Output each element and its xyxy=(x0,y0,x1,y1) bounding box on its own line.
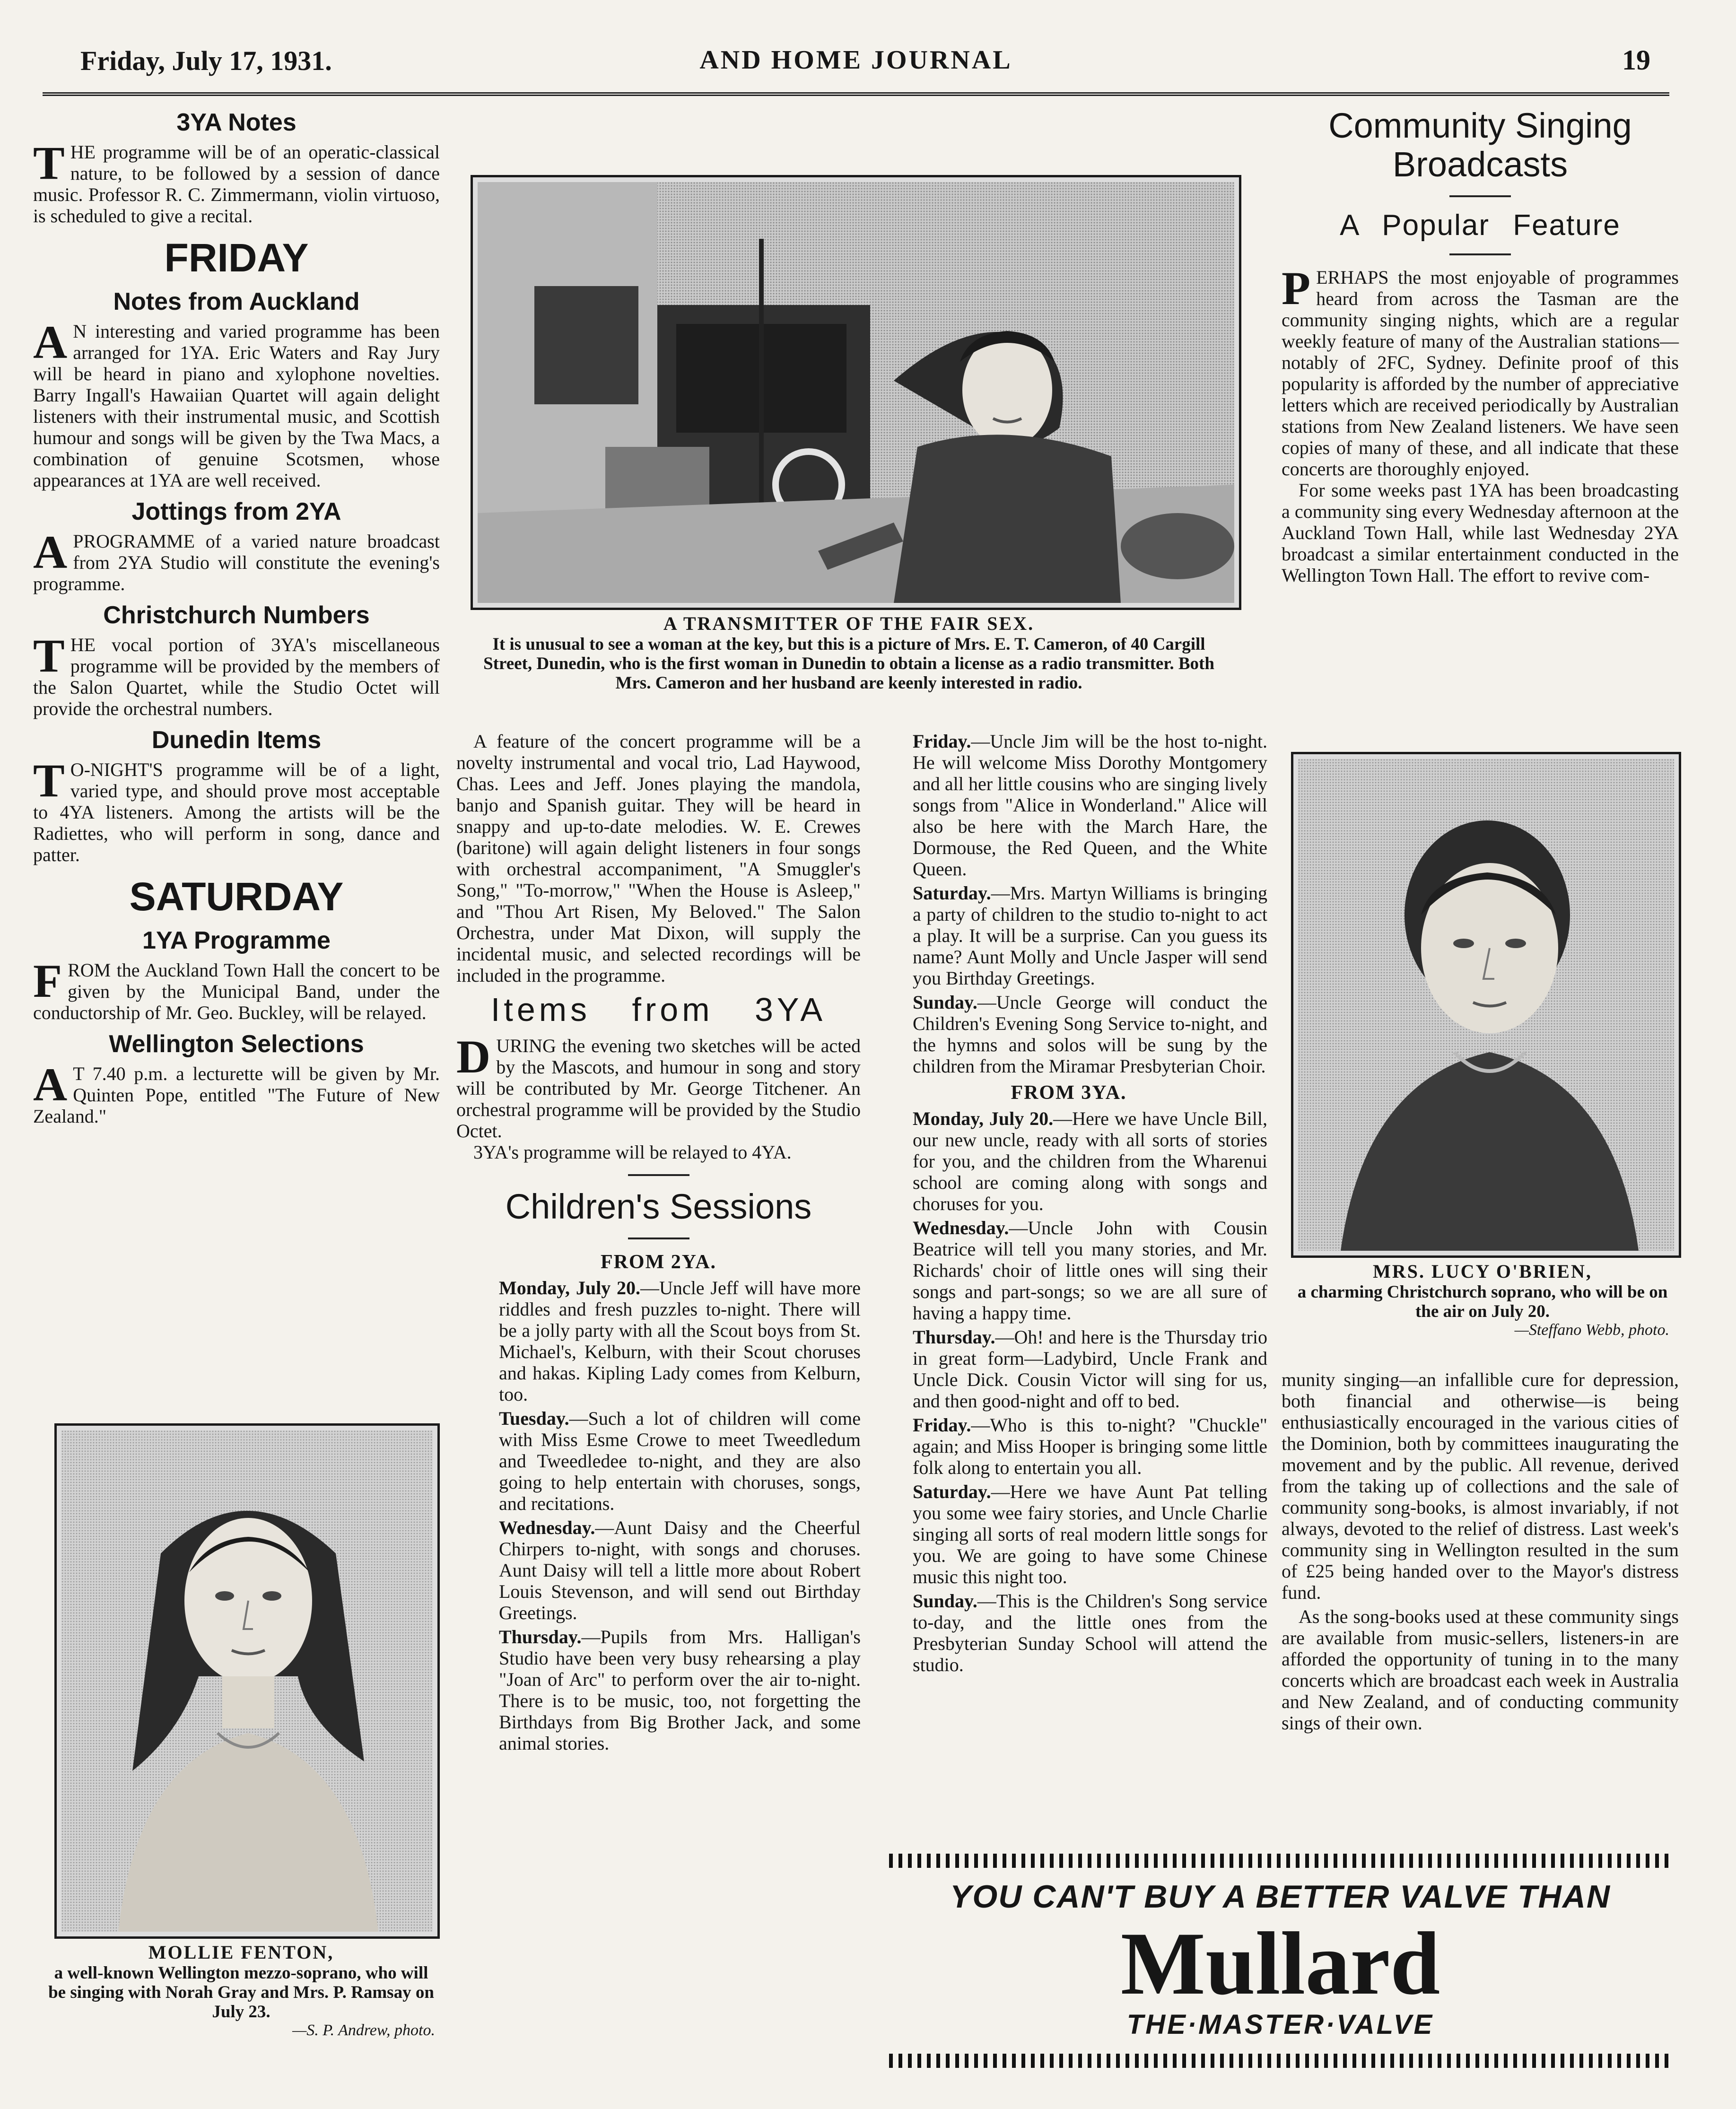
article-notes-auckland xyxy=(33,316,440,491)
portrait-illustration xyxy=(61,1430,433,1932)
divider xyxy=(1449,253,1511,255)
photo-lucy-obrien xyxy=(1291,752,1681,1258)
entry-day: Saturday. xyxy=(913,882,991,904)
entry-text: —Mrs. Martyn Williams is bringing a party of children to the studio to-night to act a play. It will be a surprise. Can you guess its name? Aunt Molly and Uncle Jasper will send you Birthday Greetings. xyxy=(913,882,1267,989)
entry-day: Wednesday. xyxy=(499,1517,595,1538)
dropcap: D xyxy=(456,1030,491,1083)
caption-name: MRS. LUCY O'BRIEN, xyxy=(1373,1261,1592,1282)
caption-transmitter xyxy=(468,612,1230,693)
article-1ya-programme xyxy=(33,955,440,1023)
portrait-illustration xyxy=(1298,759,1674,1251)
dropcap: T xyxy=(33,754,65,807)
article-3ya-notes xyxy=(33,137,440,227)
caption-lucy-obrien xyxy=(1296,1260,1669,1339)
transmitter-illustration xyxy=(478,182,1234,603)
entry-text: —Oh! and here is the Thursday trio in great form—Ladybird, Uncle Frank and Uncle Dick. Cousin Victor will sing for us, and then good-night and off to bed. xyxy=(913,1326,1267,1412)
article-text: O-NIGHT'S programme will be of a light, varied type, and should prove most acceptable to 4YA listeners. Among the artists will be the Radiettes, who will perform in song, dance and patter. xyxy=(33,759,440,865)
schedule-entry xyxy=(870,882,1267,989)
entry-text: —Pupils from Mrs. Halligan's Studio have been very busy rehearsing a play "Joan of Arc" to perform over the air to-night. There is to be music, too, not forgetting the Birthdays from Big Brother Jack, and some animal stories. xyxy=(499,1626,861,1754)
journal-title: AND HOME JOURNAL xyxy=(699,45,1012,75)
schedule-entry xyxy=(456,1626,861,1754)
caption-mollie-fenton xyxy=(47,1941,435,2039)
ad-tagline: THE·MASTER·VALVE xyxy=(1126,2009,1434,2040)
heading-items-3ya: Items from 3YA xyxy=(490,991,827,1028)
schedule-entry xyxy=(870,731,1267,880)
entry-day: Friday. xyxy=(913,1414,971,1436)
column-2 xyxy=(456,731,861,1757)
article-text: N interesting and varied programme has been arranged for 1YA. Eric Waters and Ray Jury will be heard in piano and xylophone novelties. Barry Ingall's Hawaiian Quartet will again delight listeners with their instrumental music, and Scottish humour and songs will be given by the Twa Macs, a combination of genuine Scotsmen, whose appearances at 1YA are well received. xyxy=(33,321,440,491)
heading-christchurch-numbers: Christchurch Numbers xyxy=(103,601,370,629)
caption-name: MOLLIE FENTON, xyxy=(148,1942,334,1963)
masthead xyxy=(43,40,1669,96)
heading-notes-auckland: Notes from Auckland xyxy=(113,288,360,315)
article-community-singing xyxy=(1282,262,1679,586)
entry-text: —This is the Children's Song service to-day, and the little ones from the Presbyterian Sunday School will attend the studio. xyxy=(913,1590,1267,1675)
ad-slogan: YOU CAN'T BUY A BETTER VALVE THAN xyxy=(950,1879,1611,1915)
entry-day: Thursday. xyxy=(499,1626,582,1647)
entry-text: —Here we have Aunt Pat telling you some wee fairy stories, and Uncle Charlie singing all sorts of real modern little songs for you. We are going to have some Chinese music this night too. xyxy=(913,1481,1267,1587)
article-christchurch-numbers xyxy=(33,629,440,719)
entry-day: Monday, July 20. xyxy=(499,1277,641,1299)
article-text: PROGRAMME of a varied nature broadcast from 2YA Studio will constitute the evening's programme. xyxy=(33,531,440,594)
schedule-entry xyxy=(870,1481,1267,1587)
entry-text: —Uncle George will conduct the Children's Evening Song Service to-night, and the hymns and solos will be sung by the children from the Miramar Presbyterian Choir. xyxy=(913,992,1267,1077)
entry-day: Friday. xyxy=(913,731,971,752)
heading-dunedin-items: Dunedin Items xyxy=(151,726,322,754)
heading-wellington-selections: Wellington Selections xyxy=(109,1030,364,1058)
article-text: munity singing—an infallible cure for depression, both financial and otherwise—is being enthusiastically encouraged in the various cities of the Dominion, both by committees inaugurating the movement and by the public. All revenue, derived from the taking up of collections and the sale of community song-books, is almost invariably, if not always, devoted to the relief of distress. Last week's community sing in Wellington resulted in the sum of £25 being handed over to the Mayor's distress fund. xyxy=(1282,1369,1679,1603)
schedule-from-2ya xyxy=(456,1277,861,1754)
divider xyxy=(628,1174,689,1176)
schedule-entry xyxy=(870,1217,1267,1324)
caption-text: a well-known Wellington mezzo-soprano, who will be singing with Norah Gray and Mrs. P. Ramsay on July 23. xyxy=(48,1963,434,2022)
schedule-entry xyxy=(870,992,1267,1077)
schedule-from-2ya-continued xyxy=(870,731,1267,1077)
heading-from-2ya: FROM 2YA. xyxy=(600,1251,717,1273)
entry-text: —Who is this to-night? "Chuckle" again; and Miss Hooper is bringing some little folk along to entertain you all. xyxy=(913,1414,1267,1478)
entry-day: Tuesday. xyxy=(499,1408,569,1429)
entry-text: —Such a lot of children will come with Miss Esme Crowe to meet Tweedledum and Tweedledee to-night, and they are also going to help entertain with choruses, songs, and recitations. xyxy=(499,1408,861,1514)
entry-text: —Uncle John with Cousin Beatrice will tell you many stories, and Mr. Richards' choir of little ones will sing their songs and part-songs; so we are all sure of having a happy time. xyxy=(913,1217,1267,1324)
dropcap: A xyxy=(33,316,68,368)
heading-community-singing: Community Singing Broadcasts xyxy=(1328,106,1632,184)
schedule-entry xyxy=(870,1414,1267,1478)
photo-image xyxy=(61,1430,433,1932)
mullard-advertisement xyxy=(889,1854,1672,2071)
photo-credit: —Steffano Webb, photo. xyxy=(1514,1321,1669,1339)
article-text: HE vocal portion of 3YA's miscellaneous programme will be provided by the members of the Salon Quartet, while the Studio Octet will provide the orchestral numbers. xyxy=(33,634,440,719)
ad-brand: Mullard xyxy=(1120,1914,1440,2013)
entry-text: —Aunt Daisy and the Cheerful Chirpers to-night, with songs and choruses. Aunt Daisy will tell a little more about Robert Louis Stevenson, and will send out Birthday Greetings. xyxy=(499,1517,861,1623)
column-4-continued xyxy=(1282,1369,1679,1736)
entry-day: Saturday. xyxy=(913,1481,991,1502)
heading-jottings-2ya: Jottings from 2YA xyxy=(131,498,341,525)
entry-day: Wednesday. xyxy=(913,1217,1009,1238)
caption-text: It is unusual to see a woman at the key, but this is a picture of Mrs. E. T. Cameron, of 40 Cargill Street, Dunedin, who is the first woman in Dunedin to obtain a license as a radio transmitter. Both Mrs. Cameron and her husband are keenly interested in radio. xyxy=(483,635,1214,693)
article-text: As the song-books used at these community sings are available from music-sellers, listeners-in are afforded the opportunity of tuning in to the many concerts which are broadcast each week in Australia and New Zealand, and of conducting community sings of their own. xyxy=(1282,1606,1679,1734)
article-community-singing-continued xyxy=(1282,1369,1679,1734)
dropcap: A xyxy=(33,1058,68,1111)
article-dunedin-items xyxy=(33,754,440,865)
ad-border-bottom xyxy=(889,2054,1672,2068)
photo-transmitter xyxy=(471,175,1241,610)
dropcap: T xyxy=(33,629,65,682)
page-number: 19 xyxy=(1622,44,1650,76)
article-text: T 7.40 p.m. a lecturette will be given by Mr. Quinten Pope, entitled "The Future of New Zealand." xyxy=(33,1063,440,1127)
photo-mollie-fenton xyxy=(54,1423,440,1939)
schedule-entry xyxy=(456,1517,861,1623)
entry-day: Monday, July 20. xyxy=(913,1108,1054,1129)
divider xyxy=(1449,195,1511,197)
article-text: For some weeks past 1YA has been broadcasting a community sing every Wednesday afternoon at the Auckland Town Hall, while last Wednesday 2YA broadcast a similar entertainment conducted in the Wellington Town Hall. The effort to revive com- xyxy=(1282,479,1679,586)
article-text: HE programme will be of an operatic-classical nature, to be followed by a session of dance music. Professor R. C. Zimmermann, violin virtuoso, is scheduled to give a recital. xyxy=(33,141,440,227)
article-text: A feature of the concert programme will be a novelty instrumental and vocal trio, Lad Haywood, Chas. Lees and Jeff. Jones playing the mandola, banjo and Spanish guitar. They will be heard in snappy and up-to-date melodies. W. E. Crewes (baritone) will again delight listeners in four songs with orchestral accompaniment, "A Smuggler's Song," "To-morrow," "When the House is Asleep," and "Thou Art Risen, My Beloved." The Salon Orchestra, under Mat Dixon, will supply the incidental music, and selected recordings will be included in the programme. xyxy=(456,731,861,986)
heading-from-3ya: FROM 3YA. xyxy=(1011,1082,1127,1104)
heading-saturday: SATURDAY xyxy=(129,874,344,919)
article-text: URING the evening two sketches will be acted by the Mascots, and humour in song and story will be contributed by Mr. George Titchener. An orchestral programme will be provided by the Studio Octet. xyxy=(456,1035,861,1142)
schedule-from-3ya xyxy=(870,1108,1267,1675)
article-text: 3YA's programme will be relayed to 4YA. xyxy=(473,1142,792,1163)
entry-text: —Uncle Jim will be the host to-night. He will welcome Miss Dorothy Montgomery and all her little cousins who are singing lively songs from "Alice in Wonderland." Alice will also be here with the March Hare, the Dormouse, the Red Queen, and the White Queen. xyxy=(913,731,1267,880)
schedule-entry xyxy=(870,1590,1267,1675)
photo-image xyxy=(478,182,1234,603)
entry-text: —Here we have Uncle Bill, our new uncle, ready with all sorts of stories for you, and the children from the Wharenui school are coming along with songs and choruses for you. xyxy=(913,1108,1267,1214)
schedule-entry xyxy=(456,1408,861,1514)
caption-title: A TRANSMITTER OF THE FAIR SEX. xyxy=(663,613,1035,634)
photo-credit: —S. P. Andrew, photo. xyxy=(292,2022,435,2039)
article-text: ERHAPS the most enjoyable of programmes heard from across the Tasman are the community singing nights, which are a regular weekly feature of many of the Australian stations—notably of 2FC, Sydney. Definite proof of this popularity is afforded by the number of appreciative letters which are received periodically by Australian stations from New Zealand listeners. We have seen copies of many of these, and all indicate that these concerts are thoroughly enjoyed. xyxy=(1282,267,1679,479)
entry-day: Thursday. xyxy=(913,1326,995,1348)
article-jottings-2ya xyxy=(33,526,440,594)
entry-text: —Uncle Jeff will have more riddles and fresh puzzles to-night. There will be a jolly party with all the Scout boys from St. Michael's, Kelburn, with their Scout choruses and hakas. Kipling Lady comes from Kelburn, too. xyxy=(499,1277,861,1405)
heading-1ya-programme: 1YA Programme xyxy=(142,927,331,954)
column-1 xyxy=(33,102,440,1127)
caption-text: a charming Christchurch soprano, who will be on the air on July 20. xyxy=(1297,1282,1668,1321)
article-wellington-selections xyxy=(33,1058,440,1127)
divider xyxy=(628,1238,689,1239)
dropcap: F xyxy=(33,955,62,1007)
dropcap: P xyxy=(1282,262,1311,314)
ad-border-top xyxy=(889,1854,1672,1868)
dropcap: T xyxy=(33,137,65,189)
schedule-entry xyxy=(870,1108,1267,1214)
schedule-entry xyxy=(870,1326,1267,1412)
subheading-popular-feature: A Popular Feature xyxy=(1340,209,1621,242)
entry-day: Sunday. xyxy=(913,992,977,1013)
article-feature xyxy=(456,731,861,986)
column-4 xyxy=(1282,102,1679,589)
column-3 xyxy=(870,731,1267,1678)
schedule-entry xyxy=(456,1277,861,1405)
heading-3ya-notes: 3YA Notes xyxy=(176,109,297,136)
issue-date: Friday, July 17, 1931. xyxy=(80,45,332,76)
entry-day: Sunday. xyxy=(913,1590,977,1612)
heading-friday: FRIDAY xyxy=(164,235,309,280)
dropcap: A xyxy=(33,526,68,578)
article-text: ROM the Auckland Town Hall the concert to be given by the Municipal Band, under the conductorship of Mr. Geo. Buckley, will be relayed. xyxy=(33,959,440,1023)
article-items-3ya xyxy=(456,1030,861,1163)
photo-image xyxy=(1298,759,1674,1251)
heading-childrens-sessions: Children's Sessions xyxy=(505,1187,812,1226)
